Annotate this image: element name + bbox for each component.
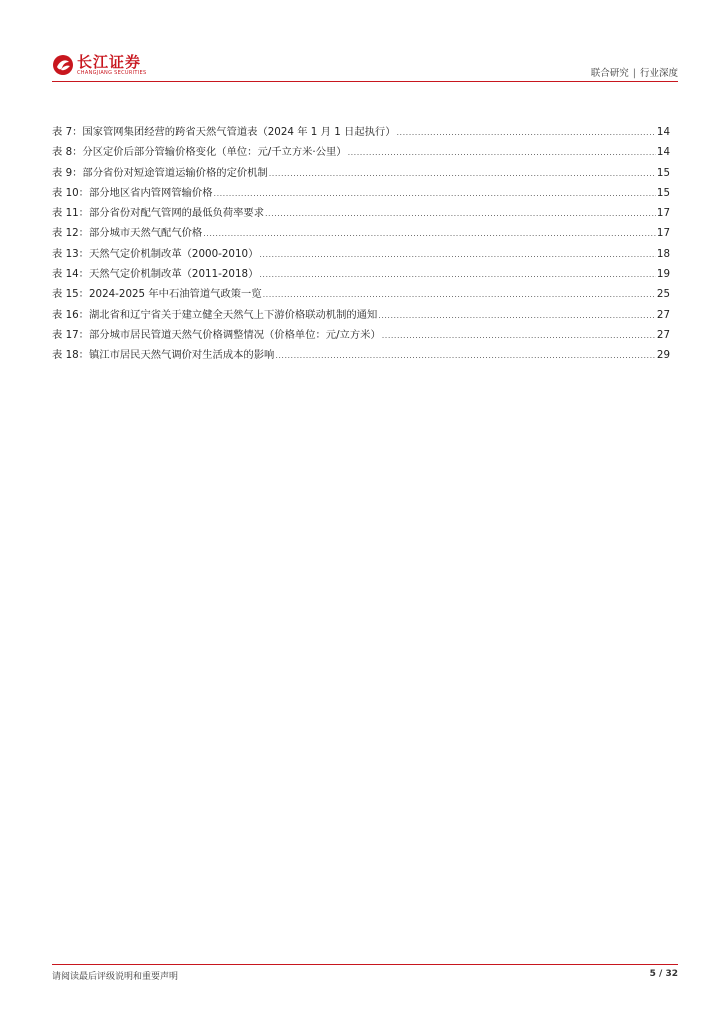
company-logo bbox=[52, 50, 146, 80]
footer-divider bbox=[52, 964, 678, 965]
toc-entry-title: 表 17：部分城市居民管道天然气价格调整情况（价格单位：元/立方米） bbox=[52, 328, 381, 341]
toc-entry-page: 27 bbox=[656, 308, 670, 321]
toc-entry-page: 17 bbox=[656, 207, 670, 220]
toc-leader-dots bbox=[203, 224, 656, 244]
toc-entry-page: 27 bbox=[656, 328, 670, 341]
toc-leader-dots bbox=[269, 164, 656, 184]
toc-leader-dots bbox=[378, 306, 656, 326]
toc-leader-dots bbox=[397, 123, 656, 143]
toc-entry-page: 15 bbox=[656, 186, 670, 199]
toc-leader-dots bbox=[382, 326, 656, 346]
toc-entry[interactable] bbox=[52, 264, 670, 284]
toc-entry-title: 表 16：湖北省和辽宁省关于建立健全天然气上下游价格联动机制的通知 bbox=[52, 308, 378, 321]
toc-entry-page: 18 bbox=[656, 247, 670, 260]
toc-leader-dots bbox=[348, 143, 656, 163]
toc-entry-title: 表 13：天然气定价机制改革（2000-2010） bbox=[52, 247, 259, 260]
page-header bbox=[52, 50, 678, 82]
toc-entry-page: 29 bbox=[656, 349, 670, 362]
toc-entry[interactable] bbox=[52, 203, 670, 223]
toc-leader-dots bbox=[259, 245, 656, 265]
toc-entry-title: 表 12：部分城市天然气配气价格 bbox=[52, 227, 203, 240]
toc-entry-title: 表 15：2024-2025 年中石油管道气政策一览 bbox=[52, 288, 262, 301]
toc-entry-title: 表 9：部分省份对短途管道运输价格的定价机制 bbox=[52, 166, 268, 179]
toc-entry-title: 表 11：部分省份对配气管网的最低负荷率要求 bbox=[52, 207, 265, 220]
toc-entry-title: 表 10：部分地区省内管网管输价格 bbox=[52, 186, 213, 199]
toc-entry-title: 表 18：镇江市居民天然气调价对生活成本的影响 bbox=[52, 349, 275, 362]
logo-mark-icon bbox=[52, 54, 74, 76]
toc-entry[interactable] bbox=[52, 183, 670, 203]
toc-entry[interactable] bbox=[52, 284, 670, 304]
toc-leader-dots bbox=[275, 346, 656, 366]
header-divider bbox=[52, 81, 678, 82]
header-separator: | bbox=[632, 68, 636, 79]
toc-entry-page: 25 bbox=[656, 288, 670, 301]
toc-leader-dots bbox=[259, 265, 656, 285]
toc-leader-dots bbox=[263, 285, 656, 305]
toc-entry[interactable] bbox=[52, 122, 670, 142]
toc-entry[interactable] bbox=[52, 142, 670, 162]
toc-entry-page: 15 bbox=[656, 166, 670, 179]
toc-leader-dots bbox=[214, 184, 656, 204]
toc-entry-page: 14 bbox=[656, 126, 670, 138]
toc-entry-title: 表 8：分区定价后部分管输价格变化（单位：元/千立方米·公里） bbox=[52, 146, 347, 159]
toc-entry-page: 14 bbox=[656, 146, 670, 159]
toc-entry[interactable] bbox=[52, 325, 670, 345]
toc-entry[interactable] bbox=[52, 223, 670, 243]
logo-english-name: CHANGJIANG SECURITIES bbox=[77, 70, 147, 76]
footer-disclaimer: 请阅读最后评级说明和重要声明 bbox=[52, 972, 179, 982]
logo-chinese-name: 长江证券 bbox=[77, 53, 142, 71]
toc-entry[interactable] bbox=[52, 305, 670, 325]
table-of-tables bbox=[52, 122, 670, 366]
toc-entry[interactable] bbox=[52, 345, 670, 365]
page-number: 5 / 32 bbox=[649, 969, 678, 979]
report-tags bbox=[591, 65, 678, 79]
toc-leader-dots bbox=[265, 204, 656, 224]
toc-entry[interactable] bbox=[52, 244, 670, 264]
toc-entry-page: 17 bbox=[656, 227, 670, 240]
toc-entry-page: 19 bbox=[656, 268, 670, 281]
report-category: 行业深度 bbox=[639, 68, 678, 79]
toc-entry[interactable] bbox=[52, 163, 670, 183]
toc-entry-title: 表 14：天然气定价机制改革（2011-2018） bbox=[52, 268, 259, 281]
toc-entry-title: 表 7：国家管网集团经营的跨省天然气管道表（2024 年 1 月 1 日起执行） bbox=[52, 126, 396, 138]
report-type: 联合研究 bbox=[590, 68, 629, 79]
